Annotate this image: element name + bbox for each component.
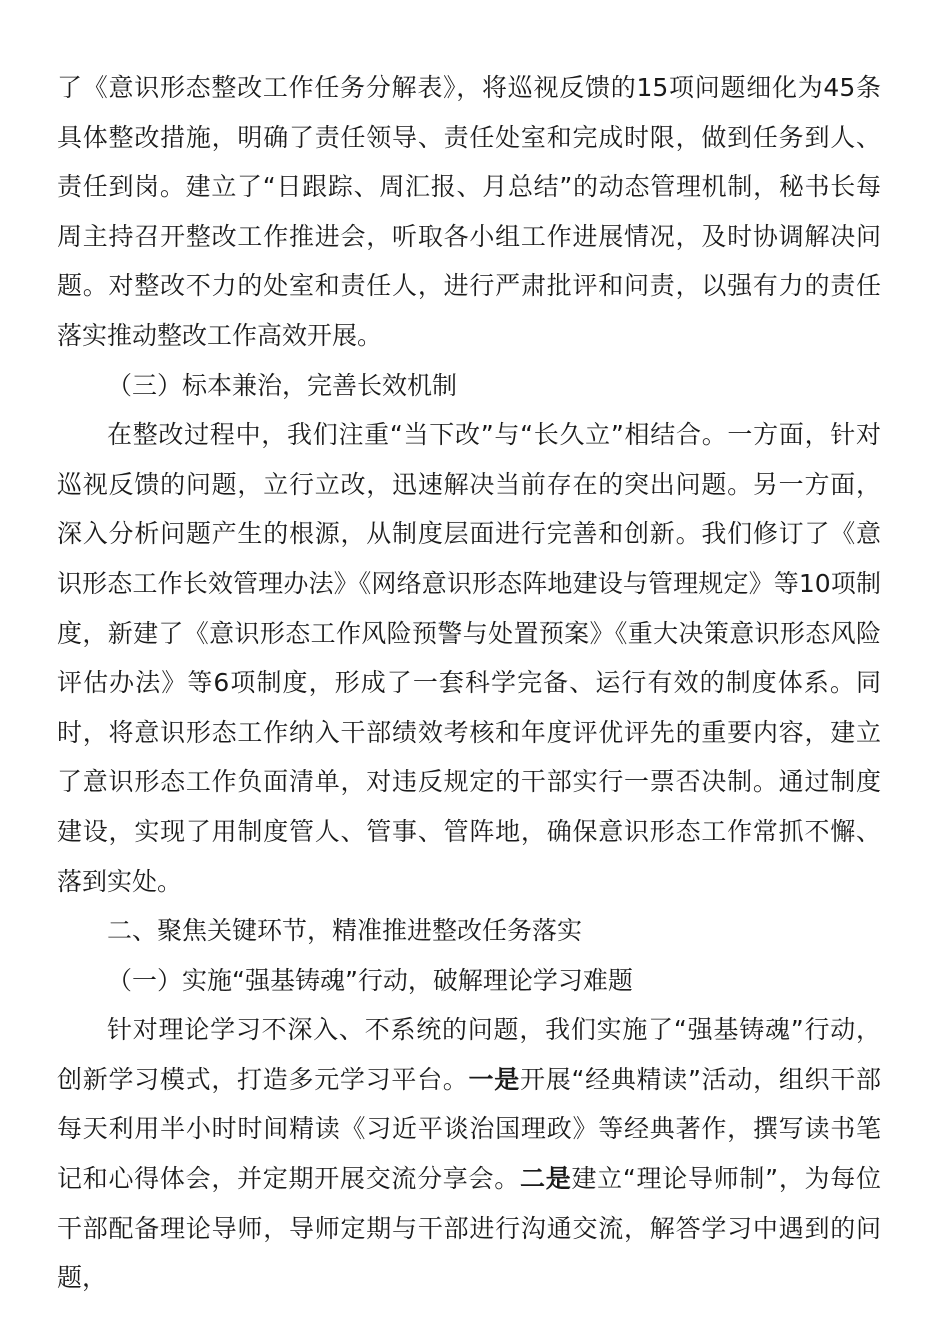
section-heading-three: （三）标本兼治，完善长效机制 [107,370,458,400]
section-heading-one: （一）实施“强基铸魂”行动，破解理论学习难题 [107,965,633,995]
chapter-heading-two: 二、聚焦关键环节，精准推进整改任务落实 [107,916,583,946]
paragraph-responsibility: 了《意识形态整改工作任务分解表》，将巡视反馈的15项问题细化为45条具体整改措施，明确了责任领导、责任处室和完成时限，做到任务到人、责任到岗。建立了“日跟踪、周汇报、月总结”的动态管理机制，秘书长每周主持召开整改工作推进会，听取各小组工作进展情况，及时协调解决问题。对整改不力的处室和责任人，进行严肃批评和问责，以强有力的责任落实推动整改工作高效开展。 [57,73,881,350]
point-one-text: 开展“经典精读”活动，组织干部每天利用半小时时间精读《习近平谈治国理政》等经典著作，撰写读书笔记和心得体会，并定期开展交流分享会。 [57,1064,881,1194]
point-one-label: 一是 [468,1064,520,1094]
document-body [57,63,881,1303]
point-two-text: 建立“理论导师制”，为每位干部配备理论导师，导师定期与干部进行沟通交流，解答学习中遇到的问题， [57,1164,881,1293]
point-two-label: 二是 [519,1164,572,1194]
paragraph-long-term-mechanism: 在整改过程中，我们注重“当下改”与“长久立”相结合。一方面，针对巡视反馈的问题，立行立改，迅速解决当前存在的突出问题。另一方面，深入分析问题产生的根源，从制度层面进行完善和创新。我们修订了《意识形态工作长效管理办法》《网络意识形态阵地建设与管理规定》等10项制度，新建了《意识形态工作风险预警与处置预案》《重大决策意识形态风险评估办法》等6项制度，形成了一套科学完备、运行有效的制度体系。同时，将意识形态工作纳入干部绩效考核和年度评优评先的重要内容，建立了意识形态工作负面清单，对违反规定的干部实行一票否决制。通过制度建设，实现了用制度管人、管事、管阵地，确保意识形态工作常抓不懈、落到实处。 [57,420,881,896]
theory-study-intro: 针对理论学习不深入、不系统的问题，我们实施了“强基铸魂”行动，创新学习模式，打造多元学习平台。 [57,1015,881,1094]
paragraph-theory-study [57,1005,881,1303]
